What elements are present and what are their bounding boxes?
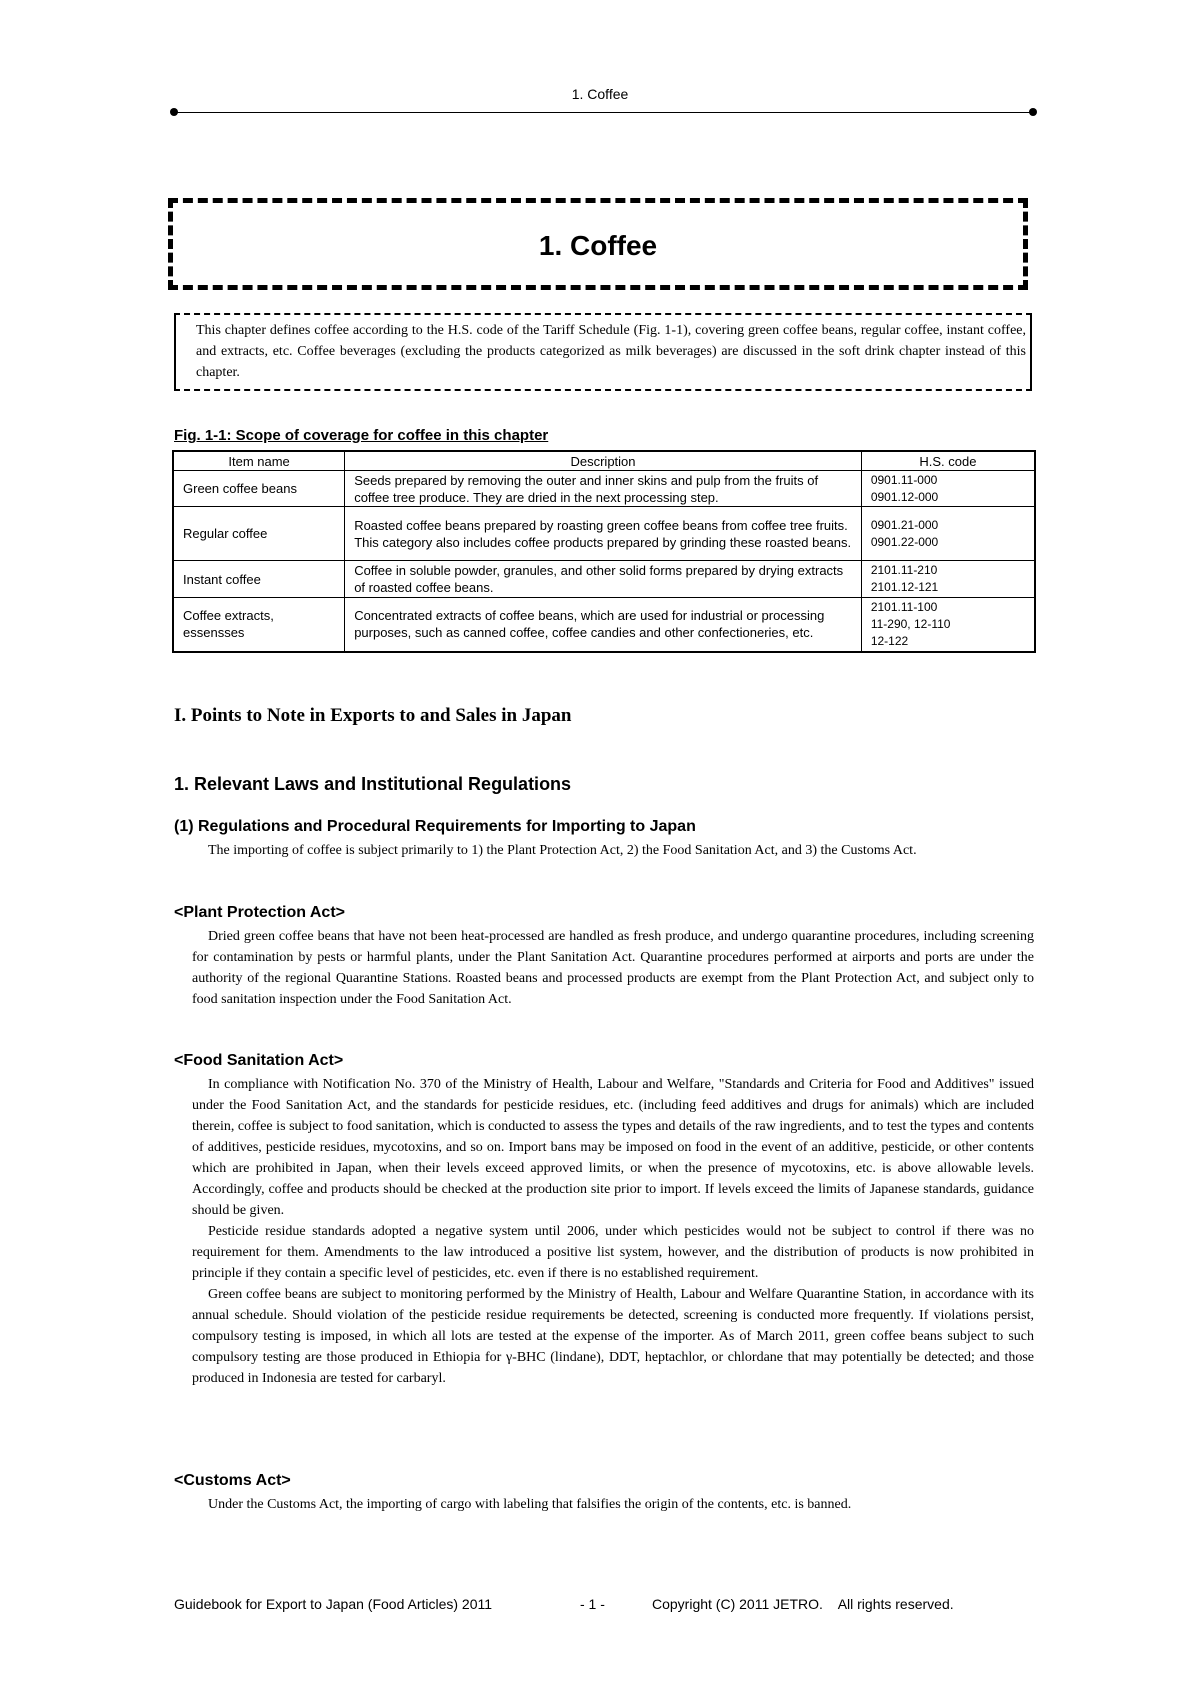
row-description: Coffee in soluble powder, granules, and other solid forms prepared by drying extracts of roasted coffee beans. bbox=[345, 561, 862, 598]
plant-protection-heading: <Plant Protection Act> bbox=[174, 904, 345, 921]
food-sanitation-text-3: Green coffee beans are subject to monitoring performed by the Ministry of Health, Labour and Welfare Quarantine Station, in accordance with its annual schedule. Should violation of the pesticide residue requirements be detected, screening is conducted more frequently. If violations persist, compulsory testing is imposed, in which all lots are tested at the expense of the importer. As of March 2011, green coffee beans subject to such compulsory testing are those produced in Ethiopia for γ-BHC (lindane), DDT, heptachlor, or chlordane that may potentially be detected; and those produced in Indonesia are tested for carbaryl. bbox=[192, 1287, 1034, 1386]
table-row bbox=[173, 507, 1035, 561]
plant-protection-text: Dried green coffee beans that have not been heat-processed are handled as fresh produce, and undergo quarantine procedures, including screening for contamination by pests or harmful plants, under the Plant Sanitation Act. Quarantine procedures performed at airports and ports are under the authority of the regional Quarantine Stations. Roasted beans and processed products are exempt from the Plant Protection Act, and subject only to food sanitation inspection under the Food Sanitation Act. bbox=[192, 929, 1034, 1007]
row-hs-code: 2101.11-100 11-290, 12-110 12-122 bbox=[861, 598, 1035, 652]
customs-heading: <Customs Act> bbox=[174, 1472, 291, 1489]
subsection-heading: 1. Relevant Laws and Institutional Regulations bbox=[174, 774, 572, 794]
intro-paragraph-text: The importing of coffee is subject primarily to 1) the Plant Protection Act, 2) the Food Sanitation Act, and 3) the Customs Act. bbox=[208, 843, 917, 858]
food-sanitation-heading: <Food Sanitation Act> bbox=[174, 1052, 344, 1069]
intro-paragraph bbox=[192, 840, 1034, 861]
header-rule bbox=[174, 112, 1034, 113]
row-item-name: Regular coffee bbox=[173, 507, 345, 561]
row-hs-code: 2101.11-210 2101.12-121 bbox=[861, 561, 1035, 598]
page-number: - 1 - bbox=[580, 1596, 605, 1612]
row-hs-code: 0901.21-000 0901.22-000 bbox=[861, 507, 1035, 561]
header-item-name: Item name bbox=[173, 451, 345, 471]
customs-paragraph bbox=[192, 1494, 1034, 1515]
food-sanitation-text-1: In compliance with Notification No. 370 of the Ministry of Health, Labour and Welfare, "Standards and Criteria for Food and Additives" issued under the Food Sanitation Act, and the standards for pesticide residues, etc. (including feed additives and drugs for animals) which are included therein, coffee is subject to food sanitation, which is conducted to assess the types and details of the raw ingredients, and to test the types and contents of additives, pesticide residues, mycotoxins, and so on. Import bans may be imposed on food in the event of an additive, pesticide, or other contents which are prohibited in Japan, when their levels exceed approved limits, or when the presence of mycotoxins, etc. is above allowable levels. Accordingly, coffee and products should be checked at the production site prior to import. If levels exceed the limits of Japanese standards, guidance should be given. bbox=[192, 1077, 1034, 1218]
table-row bbox=[173, 471, 1035, 507]
figure-caption: Fig. 1-1: Scope of coverage for coffee in this chapter bbox=[174, 427, 549, 444]
food-sanitation-text-2: Pesticide residue standards adopted a negative system until 2006, under which pesticides would not be subject to control if there was no requirement for them. Amendments to the law introduced a positive list system, however, and the distribution of products is now prohibited in principle if they contain a specific level of pesticides, etc. even if there is no established requirement. bbox=[192, 1224, 1034, 1281]
header-description: Description bbox=[345, 451, 862, 471]
table-row bbox=[173, 598, 1035, 652]
intro-text: This chapter defines coffee according to the H.S. code of the Tariff Schedule (Fig. 1-1), covering green coffee beans, regular coffee, instant coffee, and extracts, etc. Coffee beverages (excluding the products categorized as milk beverages) are discussed in the soft drink chapter instead of this chapter. bbox=[196, 323, 1026, 380]
plant-protection-paragraph bbox=[192, 926, 1034, 1010]
chapter-title: 1. Coffee bbox=[538, 230, 658, 261]
row-hs-code: 0901.11-000 0901.12-000 bbox=[861, 471, 1035, 507]
food-sanitation-paragraphs bbox=[192, 1074, 1034, 1389]
table-header-row bbox=[173, 451, 1035, 471]
table-row bbox=[173, 561, 1035, 598]
row-description: Concentrated extracts of coffee beans, which are used for industrial or processing purposes, such as canned coffee, coffee candies and other confectioneries, etc. bbox=[345, 598, 862, 652]
rule-dot-right bbox=[1029, 108, 1037, 116]
row-description: Seeds prepared by removing the outer and inner skins and pulp from the fruits of coffee tree produce. They are dried in the next processing step. bbox=[345, 471, 862, 507]
footer-copyright: Copyright (C) 2011 JETRO. All rights reserved. bbox=[652, 1596, 954, 1612]
footer-title: Guidebook for Export to Japan (Food Articles) 2011 bbox=[174, 1596, 493, 1612]
customs-text: Under the Customs Act, the importing of cargo with labeling that falsifies the origin of the contents, etc. is banned. bbox=[208, 1497, 852, 1512]
running-head: 1. Coffee bbox=[571, 86, 629, 102]
paragraph-heading: (1) Regulations and Procedural Requirements for Importing to Japan bbox=[174, 818, 696, 835]
coverage-table bbox=[172, 450, 1036, 653]
section-heading: I. Points to Note in Exports to and Sales in Japan bbox=[174, 705, 572, 726]
row-description: Roasted coffee beans prepared by roasting green coffee beans from coffee tree fruits. This category also includes coffee products prepared by grinding these roasted beans. bbox=[345, 507, 862, 561]
row-item-name: Instant coffee bbox=[173, 561, 345, 598]
row-item-name: Coffee extracts, essensses bbox=[173, 598, 345, 652]
header-hs-code: H.S. code bbox=[861, 451, 1035, 471]
row-item-name: Green coffee beans bbox=[173, 471, 345, 507]
